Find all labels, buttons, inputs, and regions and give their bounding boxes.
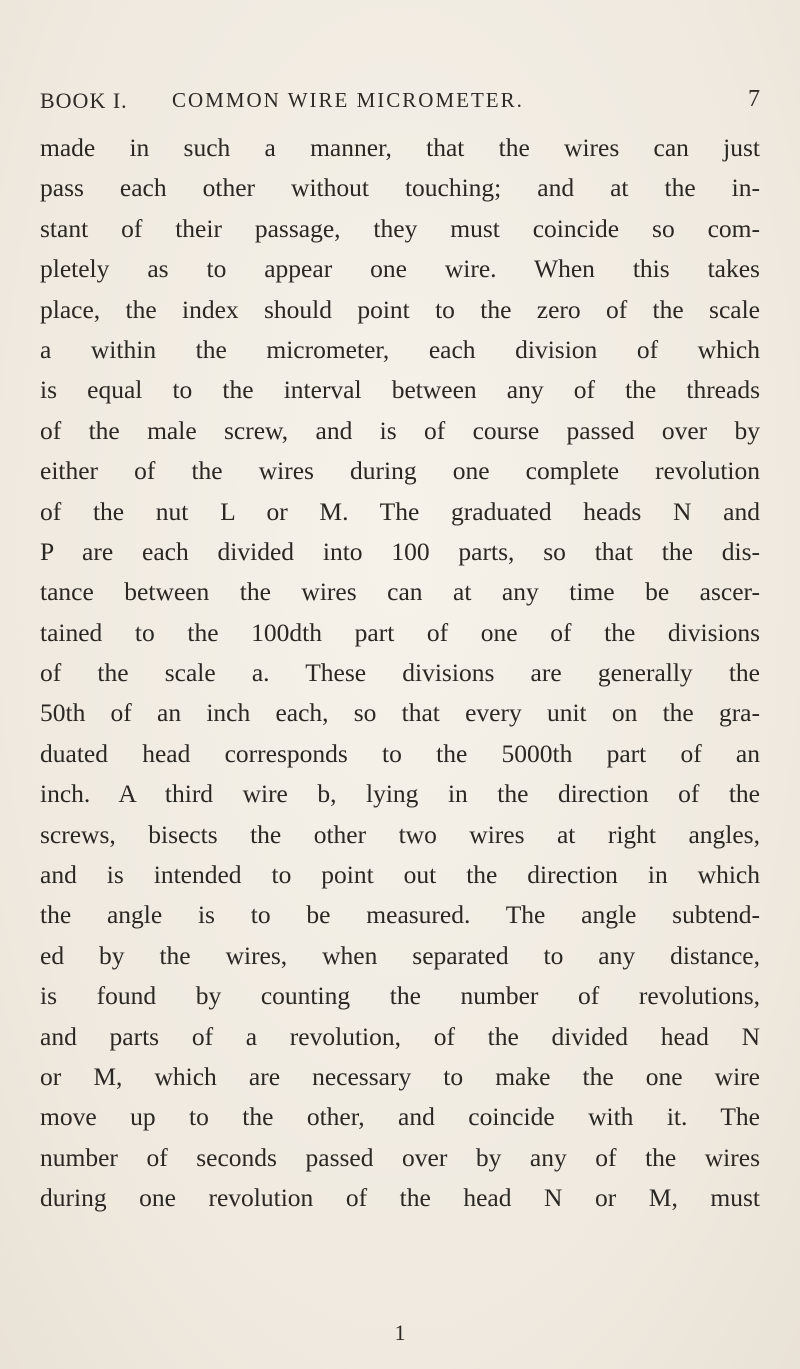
text-line: 50th of an inch each, so that every unit on the gra- [40, 698, 760, 728]
text-line: either of the wires during one complete revolution [40, 456, 760, 486]
text-line: made in such a manner, that the wires can just [40, 133, 760, 162]
book-label: BOOK I. [40, 88, 128, 113]
text-line: of the nut L or M. The graduated heads N and [40, 496, 760, 526]
text-line: is found by counting the number of revolutions, [40, 981, 760, 1011]
text-line: of the scale a. These divisions are generally the [40, 658, 760, 688]
text-line: screws, bisects the other two wires at right angles, [40, 819, 760, 849]
text-line: pletely as to appear one wire. When this takes [40, 254, 760, 284]
text-line: a within the micrometer, each division of which [40, 334, 760, 364]
text-line: inch. A third wire b, lying in the direction of the [40, 779, 760, 809]
text-line: P are each divided into 100 parts, so that the dis- [40, 536, 760, 566]
text-line: of the male screw, and is of course passed over by [40, 415, 760, 445]
text-line: stant of their passage, they must coincide so com- [40, 213, 760, 243]
text-line: and parts of a revolution, of the divided head N [40, 1021, 760, 1051]
text-line: ed by the wires, when separated to any distance, [40, 940, 760, 970]
text-line: is equal to the interval between any of the threads [40, 375, 760, 405]
text-line: during one revolution of the head N or M, must [40, 1183, 760, 1213]
text-line: number of seconds passed over by any of the wires [40, 1142, 760, 1172]
text-line: duated head corresponds to the 5000th part of an [40, 738, 760, 768]
text-line: tained to the 100dth part of one of the divisions [40, 617, 760, 647]
text-line: and is intended to point out the direction in which [40, 860, 760, 890]
body-text [40, 128, 760, 1219]
text-line: the angle is to be measured. The angle subtend- [40, 900, 760, 930]
text-line: or M, which are necessary to make the one wire [40, 1061, 760, 1091]
text-line: place, the index should point to the zero of the scale [40, 294, 760, 324]
signature-mark: 1 [394, 1320, 406, 1345]
running-header [40, 88, 760, 118]
page-number: 7 [748, 86, 760, 112]
text-line: move up to the other, and coincide with it. The [40, 1102, 760, 1132]
running-title: COMMON WIRE MICROMETER. [172, 88, 524, 112]
text-line: tance between the wires can at any time be ascer- [40, 577, 760, 607]
text-line: pass each other without touching; and at the in- [40, 173, 760, 203]
